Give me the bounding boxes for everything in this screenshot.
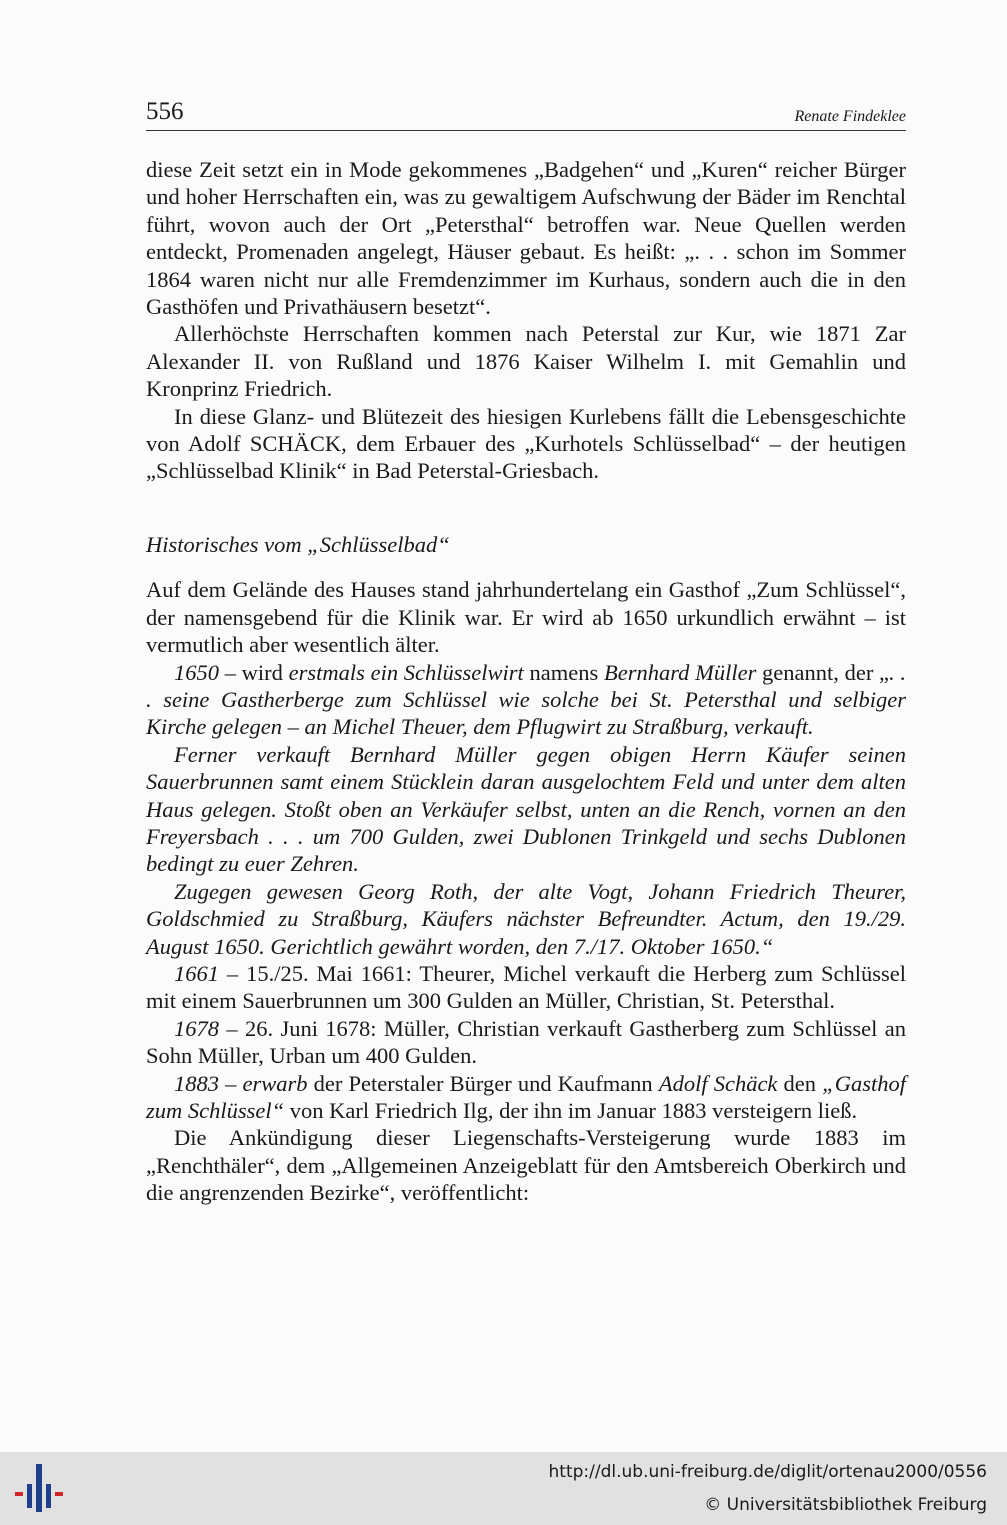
paragraph-5: 1650 – wird erstmals ein Schlüsselwirt namens Bernhard Müller genannt, der „. . . seine Gastherberge zum Schlüssel wie solche bei St. Petersthal und selbiger Kirche gelegen – an Michel Theuer, dem Pflugwirt zu Straßburg, verkauft.: [146, 659, 906, 740]
paragraph-4: Auf dem Gelände des Hauses stand jahrhundertelang ein Gasthof „Zum Schlüssel“, der namensgebend für die Klinik war. Er wird ab 1650 urkundlich erwähnt – ist vermutlich aber wesentlich älter.: [146, 577, 906, 658]
paragraph-9: 1678 – 26. Juni 1678: Müller, Christian verkauft Gastherberg zum Schlüssel an Sohn Müller, Urban um 400 Gulden.: [146, 1015, 906, 1069]
year-1678: 1678: [174, 1015, 219, 1041]
digital-library-footer: [0, 1452, 1007, 1525]
page-header: [146, 96, 906, 131]
paragraph-2: Allerhöchste Herrschaften kommen nach Peterstal zur Kur, wie 1871 Zar Alexander II. von Rußland und 1876 Kaiser Wilhelm I. mit Gemahlin und Kronprinz Friedrich.: [146, 321, 906, 402]
section-heading: Historisches vom „Schlüsselbad“: [146, 531, 450, 557]
paragraph-3: In diese Glanz- und Blütezeit des hiesigen Kurlebens fällt die Lebensgeschichte von Adolf SCHÄCK, dem Erbauer des „Kurhotels Schlüsselbad“ – der heutigen „Schlüsselbad Klinik“ in Bad Peterstal-Griesbach.: [146, 403, 906, 484]
quoted-deed: . . . seine Gastherberge zum Schlüssel wie solche bei St. Petersthal und selbiger Kirche gelegen – an Michel Theuer, dem Pflugwirt zu Straßburg, verkauft.: [146, 659, 906, 740]
copyright-notice: © Universitätsbibliothek Freiburg: [704, 1495, 987, 1515]
source-url-link[interactable]: http://dl.ub.uni-freiburg.de/diglit/ortenau2000/0556: [548, 1462, 987, 1482]
year-1650: 1650: [174, 659, 219, 685]
paragraph-10: 1883 – erwarb der Peterstaler Bürger und Kaufmann Adolf Schäck den „Gasthof zum Schlüssel“ von Karl Friedrich Ilg, der ihn im Januar 1883 versteigern ließ.: [146, 1070, 906, 1123]
page-number: 556: [146, 98, 184, 125]
paragraph-8: 1661 – 15./25. Mai 1661: Theurer, Michel verkauft die Herberg zum Schlüssel mit einem Sauerbrunnen um 300 Gulden an Müller, Christian, St. Petersthal.: [146, 960, 906, 1014]
paragraph-1: diese Zeit setzt ein in Mode gekommenes „Badgehen“ und „Kuren“ reicher Bürger und hoher Herrschaften ein, was zu gewaltigem Aufschwung der Bäder im Renchtal führt, wovon auch der Ort „Petersthal“ betroffen war. Neue Quellen werden entdeckt, Promenaden angelegt, Häuser gebaut. Es heißt: „. . . schon im Sommer 1864 waren nicht nur alle Fremdenzimmer im Kurhaus, sondern auch die in den Gasthöfen und Privathäusern besetzt“.: [146, 157, 906, 320]
page-body: [146, 156, 906, 1207]
year-1661: 1661: [174, 960, 219, 986]
paragraph-6: Ferner verkauft Bernhard Müller gegen obigen Herrn Käufer seinen Sauerbrunnen samt einem Stücklein daran ausgelochtem Feld und unter dem alten Haus gelegen. Stoßt oben an Verkäufer selbst, unten an die Rench, vornen an den Freyersbach . . . um 700 Gulden, zwei Dublonen Trinkgeld und sechs Dublonen bedingt zu euer Zehren.: [146, 741, 906, 877]
paragraph-7: Zugegen gewesen Georg Roth, der alte Vogt, Johann Friedrich Theurer, Goldschmied zu Straßburg, Käufers nächster Befreundter. Actum, den 19./29. August 1650. Gerichtlich gewährt worden, den 7./17. Oktober 1650.“: [146, 878, 906, 959]
ub-freiburg-logo-icon[interactable]: [14, 1462, 64, 1514]
running-head-author: Renate Findeklee: [794, 108, 906, 125]
paragraph-11: Die Ankündigung dieser Liegenschafts-Versteigerung wurde 1883 im „Renchthäler“, dem „Allgemeinen Anzeigeblatt für den Amtsbereich Oberkirch und die angrenzenden Bezirke“, veröffentlicht:: [146, 1125, 906, 1206]
